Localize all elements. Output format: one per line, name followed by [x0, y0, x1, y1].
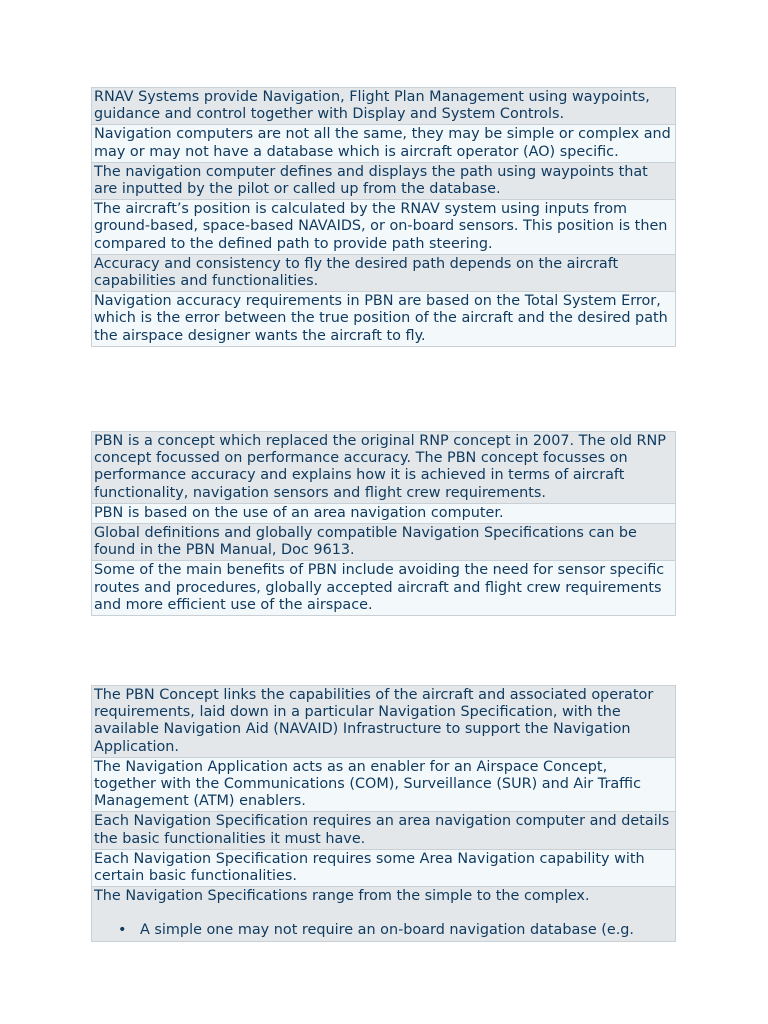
list-item — [118, 922, 673, 939]
table-cell: RNAV Systems provide Navigation, Flight Plan Management using waypoints, guidance and control together with Display and System Controls. — [92, 88, 676, 125]
table-cell: PBN is a concept which replaced the original RNP concept in 2007. The old RNP concept focussed on performance accuracy. The PBN concept focusses on performance accuracy and explains how it is achieved in terms of aircraft functionality, navigation sensors and flight crew requirements. — [92, 432, 676, 504]
navigation-specification-table — [91, 685, 676, 942]
table-cell: The Navigation Application acts as an enabler for an Airspace Concept, together with the Communications (COM), Surveillance (SUR) and Air Traffic Management (ATM) enablers. — [92, 757, 676, 812]
table-cell: The aircraft’s position is calculated by the RNAV system using inputs from ground-based, space-based NAVAIDS, or on-board sensors. This position is then compared to the defined path to provide path steering. — [92, 200, 676, 255]
table-cell: Navigation accuracy requirements in PBN are based on the Total System Error, which is the error between the true position of the aircraft and the desired path the airspace designer wants the aircraft to fly. — [92, 292, 676, 347]
rnav-systems-table — [91, 87, 676, 347]
cell-text: The Navigation Specifications range from the simple to the complex. — [94, 888, 590, 905]
table-cell: PBN is based on the use of an area navigation computer. — [92, 503, 676, 523]
table-cell: Some of the main benefits of PBN include avoiding the need for sensor specific routes and procedures, globally accepted aircraft and flight crew requirements and more efficient use of the airspace. — [92, 561, 676, 616]
bullet-icon: • — [118, 922, 127, 939]
list-item-text: A simple one may not require an on-board navigation database (e.g. — [140, 922, 635, 939]
table-cell: Accuracy and consistency to fly the desired path depends on the aircraft capabilities and functionalities. — [92, 254, 676, 291]
table-cell: Each Navigation Specification requires some Area Navigation capability with certain basic functionalities. — [92, 849, 676, 886]
bullet-list — [94, 922, 673, 939]
table-cell: The PBN Concept links the capabilities of the aircraft and associated operator requirements, laid down in a particular Navigation Specification, with the available Navigation Aid (NAVAID) Infrastructure to support the Navigation Application. — [92, 686, 676, 758]
table-cell: The navigation computer defines and displays the path using waypoints that are inputted by the pilot or called up from the database. — [92, 162, 676, 199]
table-cell — [92, 887, 676, 942]
table-cell: Global definitions and globally compatible Navigation Specifications can be found in the PBN Manual, Doc 9613. — [92, 524, 676, 561]
truncated-cell-content — [94, 888, 673, 940]
table-cell: Each Navigation Specification requires an area navigation computer and details the basic functionalities it must have. — [92, 812, 676, 849]
pbn-concept-table — [91, 431, 676, 616]
table-cell: Navigation computers are not all the same, they may be simple or complex and may or may not have a database which is aircraft operator (AO) specific. — [92, 125, 676, 162]
